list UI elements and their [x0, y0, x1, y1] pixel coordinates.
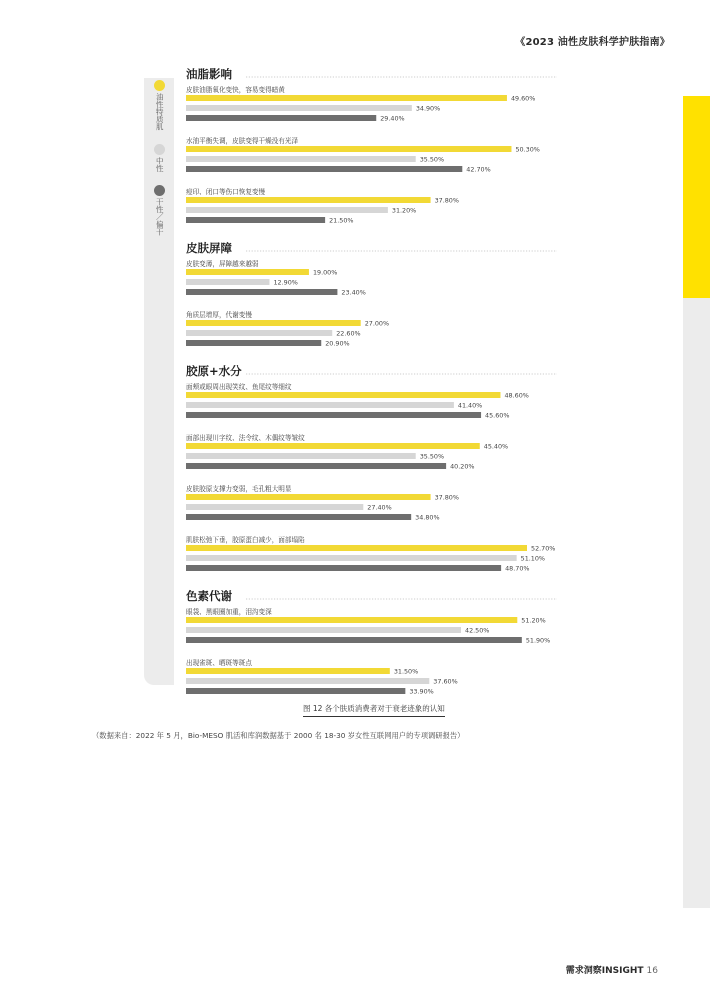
item-label: 眼袋、黑眼圈加重，泪沟变深	[186, 608, 272, 616]
value-label-neutral: 37.60%	[433, 677, 458, 686]
page-footer	[566, 963, 658, 976]
value-label-oily: 19.00%	[312, 268, 338, 277]
legend-label-dry: 干性／偏干	[155, 198, 165, 236]
bar-dry	[186, 463, 446, 469]
group-title: 色素代谢	[186, 589, 232, 603]
bar-neutral	[186, 402, 454, 408]
value-label-oily: 27.00%	[364, 319, 390, 328]
bar-dry	[186, 115, 376, 121]
bar-neutral	[186, 330, 332, 336]
value-label-oily: 31.50%	[393, 667, 419, 676]
value-label-dry: 23.40%	[341, 288, 366, 297]
item-label: 肌肤松弛下垂，胶原蛋白减少，面部塌陷	[186, 536, 305, 544]
value-label-oily: 51.20%	[521, 616, 546, 625]
item-label: 皮肤变薄，屏障越来越弱	[186, 260, 259, 268]
footer-brand: 需求洞察INSIGHT	[565, 966, 644, 976]
data-source-note: （数据来自：2022 年 5 月，Bio-MESO 肌活和库润数据基于 2000 名 18-30 岁女性互联网用户的专项调研报告）	[92, 731, 465, 740]
bar-oily	[186, 617, 517, 623]
bar-oily	[186, 146, 511, 152]
value-label-dry: 21.50%	[329, 216, 354, 225]
group-title: 皮肤屏障	[186, 241, 232, 255]
value-label-dry: 45.60%	[485, 411, 510, 420]
bar-oily	[186, 668, 390, 674]
bar-neutral	[186, 555, 517, 561]
bar-neutral	[186, 627, 461, 633]
bar-oily	[186, 269, 309, 275]
value-label-neutral: 41.40%	[457, 401, 483, 410]
bar-dry	[186, 289, 337, 295]
legend-label-oily: 油性特质肌	[155, 93, 165, 131]
value-label-neutral: 12.90%	[273, 278, 298, 287]
value-label-neutral: 35.50%	[419, 452, 445, 461]
bar-dry	[186, 166, 462, 172]
group-title: 油脂影响	[186, 67, 232, 81]
value-label-dry: 20.90%	[325, 339, 350, 348]
value-label-oily: 50.30%	[515, 145, 540, 154]
bar-oily	[186, 320, 361, 326]
bar-oily	[186, 392, 500, 398]
value-label-dry: 33.90%	[409, 687, 434, 696]
bar-oily	[186, 494, 431, 500]
value-label-oily: 49.60%	[510, 94, 536, 103]
bar-dry	[186, 688, 405, 694]
value-label-neutral: 34.90%	[415, 104, 441, 113]
value-label-dry: 48.70%	[505, 564, 530, 573]
value-label-neutral: 35.50%	[419, 155, 445, 164]
item-label: 角质层增厚，代谢变慢	[186, 311, 252, 319]
bar-oily	[186, 545, 527, 551]
figure-caption: 图 12 各个肤质消费者对于衰老迹象的认知	[303, 703, 445, 717]
value-label-dry: 51.90%	[525, 636, 551, 645]
bar-neutral	[186, 279, 269, 285]
value-label-neutral: 27.40%	[367, 503, 392, 512]
bar-oily	[186, 197, 431, 203]
item-label: 面部出现川字纹、法令纹、木偶纹等皱纹	[186, 434, 305, 442]
value-label-dry: 29.40%	[380, 114, 405, 123]
value-label-dry: 42.70%	[466, 165, 491, 174]
value-label-oily: 37.80%	[434, 493, 459, 502]
bar-oily	[186, 95, 507, 101]
bar-oily	[186, 443, 480, 449]
bar-dry	[186, 412, 481, 418]
bar-dry	[186, 637, 522, 643]
value-label-oily: 48.60%	[504, 391, 529, 400]
bar-neutral	[186, 504, 363, 510]
group-title: 胶原+水分	[186, 364, 242, 378]
bar-dry	[186, 217, 325, 223]
bar-dry	[186, 565, 501, 571]
item-label: 出现雀斑、晒斑等斑点	[186, 659, 252, 667]
value-label-neutral: 31.20%	[391, 206, 417, 215]
value-label-oily: 52.70%	[531, 544, 556, 553]
value-label-neutral: 22.60%	[336, 329, 361, 338]
item-label: 皮肤油脂氧化变快，容易变得暗黄	[186, 86, 285, 94]
value-label-oily: 45.40%	[483, 442, 509, 451]
bar-neutral	[186, 105, 412, 111]
item-label: 面颊或眼周出现笑纹、鱼尾纹等细纹	[186, 383, 292, 391]
value-label-dry: 34.80%	[415, 513, 440, 522]
bar-neutral	[186, 156, 416, 162]
bar-neutral	[186, 453, 416, 459]
bar-neutral	[186, 207, 388, 213]
bar-neutral	[186, 678, 429, 684]
value-label-neutral: 42.50%	[465, 626, 490, 635]
legend-label-neutral: 中性	[155, 157, 165, 172]
item-label: 水油平衡失调，皮肤变得干燥没有光泽	[186, 137, 299, 145]
bar-dry	[186, 514, 411, 520]
page-number: 16	[646, 966, 658, 976]
report-title: 《2023 油性皮肤科学护肤指南》	[515, 37, 670, 48]
value-label-oily: 37.80%	[434, 196, 459, 205]
bar-dry	[186, 340, 321, 346]
value-label-neutral: 51.10%	[520, 554, 546, 563]
item-label: 痘印、闭口等伤口恢复变慢	[186, 188, 266, 196]
value-label-dry: 40.20%	[450, 462, 475, 471]
item-label: 皮肤胶原支撑力变弱，毛孔粗大明显	[186, 485, 292, 493]
